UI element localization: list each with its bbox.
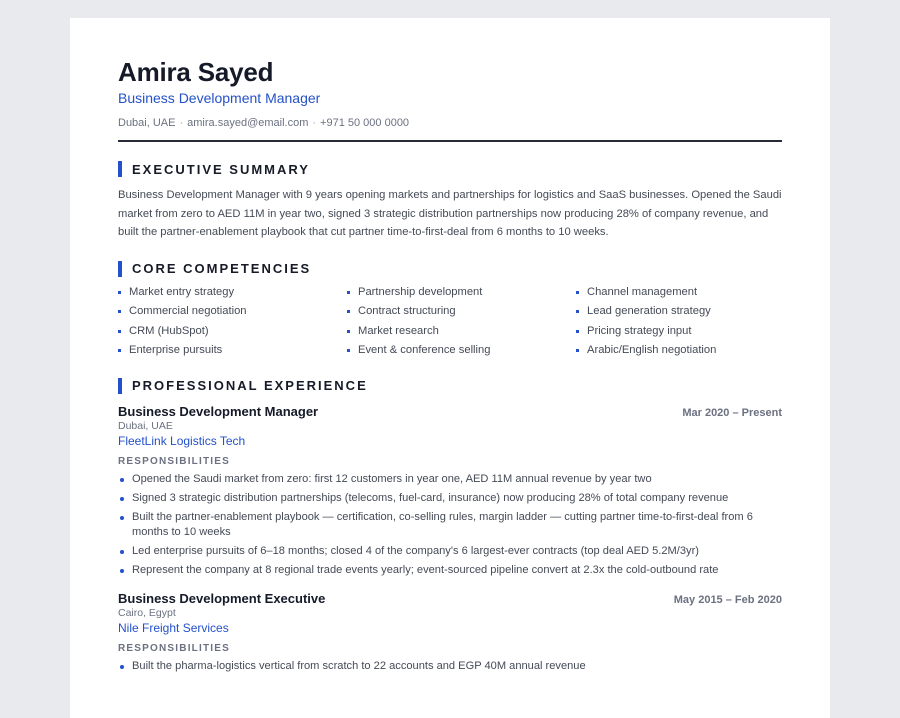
job-location: Cairo, Egypt bbox=[118, 606, 176, 619]
competency-item: Pricing strategy input bbox=[576, 323, 782, 340]
competency-item: Contract structuring bbox=[347, 303, 576, 320]
responsibility-item: Opened the Saudi market from zero: first 12 customers in year one, AED 11M annual revenue by year two bbox=[118, 472, 782, 487]
section-heading-summary bbox=[118, 161, 782, 177]
responsibilities-label: RESPONSIBILITIES bbox=[118, 642, 230, 654]
competency-item: Event & conference selling bbox=[347, 342, 576, 359]
competencies-grid bbox=[118, 284, 782, 359]
section-heading-experience bbox=[118, 378, 782, 394]
job-company: Nile Freight Services bbox=[118, 620, 229, 635]
job-header bbox=[118, 591, 782, 606]
job-entry bbox=[118, 591, 782, 674]
contact-email: amira.sayed@email.com bbox=[187, 117, 309, 129]
competency-item: Lead generation strategy bbox=[576, 303, 782, 320]
competency-item: CRM (HubSpot) bbox=[118, 323, 347, 340]
responsibility-item: Led enterprise pursuits of 6–18 months; closed 4 of the company's 6 largest-ever contracts (top deal AED 5.2M/3yr) bbox=[118, 544, 782, 559]
job-dates: May 2015 – Feb 2020 bbox=[673, 593, 782, 606]
responsibility-item: Built the partner-enablement playbook — certification, co-selling rules, margin ladder — cutting partner time-to-first-deal from 6 months to 10 weeks bbox=[118, 510, 782, 540]
competency-item: Market entry strategy bbox=[118, 284, 347, 301]
competency-item: Arabic/English negotiation bbox=[576, 342, 782, 359]
summary-text: Business Development Manager with 9 years opening markets and partnerships for logistics and SaaS businesses. Opened the Saudi market from zero to AED 11M in year two, signed 3 strategic distribution partnerships now producing 28% of company revenue, and built the partner-enablement playbook that cut partner time-to-first-deal from 6 months to 10 weeks. bbox=[118, 189, 782, 238]
contact-phone: +971 50 000 0000 bbox=[320, 117, 410, 129]
job-company: FleetLink Logistics Tech bbox=[118, 433, 246, 448]
job-location: Dubai, UAE bbox=[118, 419, 173, 432]
responsibilities-list bbox=[118, 472, 782, 578]
competency-item: Market research bbox=[347, 323, 576, 340]
section-title: EXECUTIVE SUMMARY bbox=[132, 161, 310, 177]
header-divider bbox=[118, 140, 782, 142]
responsibilities-label: RESPONSIBILITIES bbox=[118, 455, 230, 467]
section-heading-competencies bbox=[118, 261, 782, 277]
candidate-role: Business Development Manager bbox=[118, 90, 321, 106]
responsibility-item: Represent the company at 8 regional trade events yearly; event-sourced pipeline convert at 2.3x the cold-outbound rate bbox=[118, 563, 782, 578]
section-title: PROFESSIONAL EXPERIENCE bbox=[132, 378, 368, 393]
resume-content bbox=[118, 56, 782, 678]
responsibilities-list bbox=[118, 659, 782, 674]
job-dates: Mar 2020 – Present bbox=[682, 406, 782, 419]
contact-location: Dubai, UAE bbox=[118, 117, 176, 129]
contact-line bbox=[118, 116, 782, 130]
competency-item: Commercial negotiation bbox=[118, 303, 347, 320]
job-title: Business Development Executive bbox=[118, 590, 326, 606]
section-accent-bar bbox=[118, 261, 122, 277]
competency-item: Partnership development bbox=[347, 284, 576, 301]
competency-item: Channel management bbox=[576, 284, 782, 301]
job-title: Business Development Manager bbox=[118, 403, 319, 419]
responsibility-item: Built the pharma-logistics vertical from scratch to 22 accounts and EGP 40M annual revenue bbox=[118, 659, 782, 674]
section-accent-bar bbox=[118, 161, 122, 177]
contact-separator: · bbox=[312, 117, 317, 129]
section-title: CORE COMPETENCIES bbox=[132, 261, 312, 276]
responsibility-item: Signed 3 strategic distribution partnerships (telecoms, fuel-card, insurance) now producing 28% of total company revenue bbox=[118, 491, 782, 506]
candidate-name: Amira Sayed bbox=[118, 57, 274, 87]
job-header bbox=[118, 404, 782, 419]
competency-item: Enterprise pursuits bbox=[118, 342, 347, 359]
job-entry bbox=[118, 404, 782, 578]
resume-page bbox=[70, 18, 830, 718]
section-accent-bar bbox=[118, 378, 122, 394]
contact-separator: · bbox=[179, 117, 184, 129]
